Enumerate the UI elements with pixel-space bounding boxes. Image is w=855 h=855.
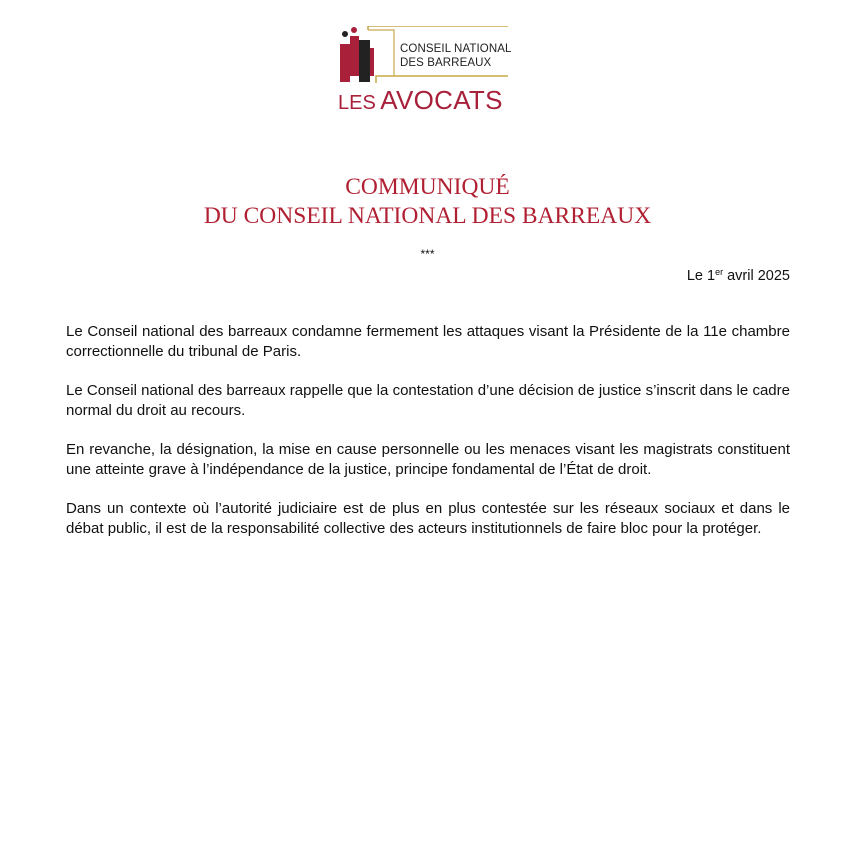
paragraph-2: Le Conseil national des barreaux rappelle que la contestation d’une décision de justice s’inscrit dans le cadre normal du droit au recours. bbox=[66, 382, 790, 419]
title-line2: DU CONSEIL NATIONAL DES BARREAUX bbox=[203, 203, 652, 229]
logo-avocats: AVOCATS bbox=[380, 85, 503, 115]
logo-les-avocats bbox=[338, 87, 503, 113]
cnb-logo bbox=[336, 26, 516, 116]
title-line1: COMMUNIQUÉ bbox=[345, 174, 510, 200]
logo-text-line2: DES BARREAUX bbox=[400, 57, 492, 69]
logo-text-line1: CONSEIL NATIONAL bbox=[400, 43, 512, 55]
communique-body bbox=[66, 322, 790, 558]
date bbox=[687, 267, 790, 284]
paragraph-1: Le Conseil national des barreaux condamne fermement les attaques visant la Présidente de la 11e chambre correctionnelle du tribunal de Paris. bbox=[66, 323, 790, 360]
logo-les: LES bbox=[338, 92, 376, 114]
cnb-emblem-icon bbox=[336, 26, 516, 86]
paragraph-3: En revanche, la désignation, la mise en cause personnelle ou les menaces visant les magistrats constituent une atteinte grave à l’indépendance de la justice, principe fondamental de l’État de droit. bbox=[66, 441, 790, 478]
date-prefix: Le 1 bbox=[686, 268, 716, 284]
date-rest: avril 2025 bbox=[723, 268, 790, 284]
paragraph-4: Dans un contexte où l’autorité judiciaire est de plus en plus contestée sur les réseaux sociaux et dans le débat public, il est de la responsabilité collective des acteurs institutionnels de faire bloc pour la protéger. bbox=[66, 500, 790, 537]
separator: *** bbox=[420, 247, 435, 261]
date-sup: er bbox=[715, 267, 724, 277]
